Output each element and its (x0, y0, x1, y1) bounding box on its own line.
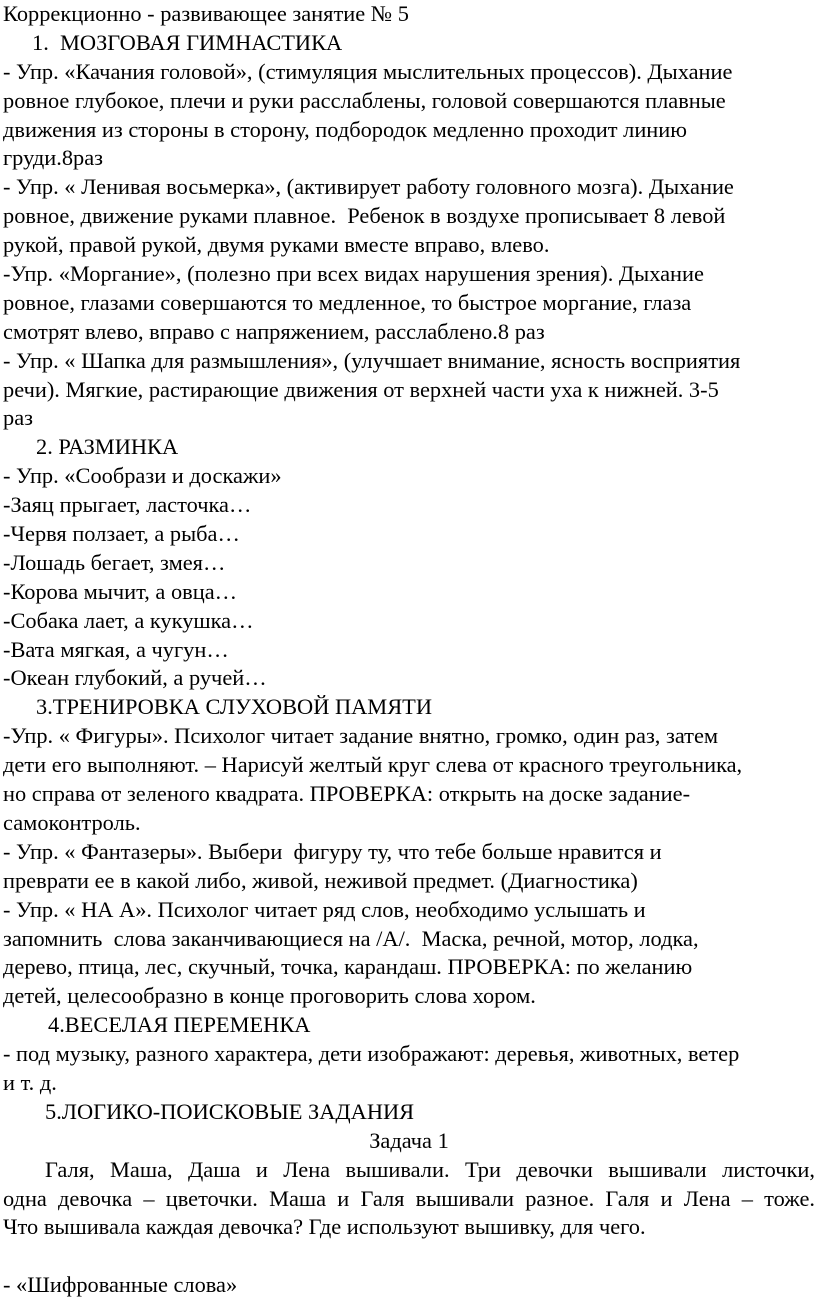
text-line: - Упр. « Фантазеры». Выбери фигуру ту, что тебе больше нравится и (3, 838, 662, 864)
text-line: ровное глубокое, плечи и руки расслаблены, головой совершаются плавные (3, 87, 726, 113)
text-line: - «Шифрованные слова» (3, 1272, 238, 1298)
text-line: преврати ее в какой либо, живой, неживой предмет. (Диагностика) (3, 867, 638, 893)
section-heading-fun-break: 4.ВЕСЕЛАЯ ПЕРЕМЕНКА (48, 1012, 311, 1038)
section-heading-auditory-memory: 3.ТРЕНИРОВКА СЛУХОВОЙ ПАМЯТИ (36, 694, 432, 720)
text-line: речи). Мягкие, растирающие движения от верхней части уха к нижней. 3-5 (3, 376, 719, 402)
text-line: - Упр. « Шапка для размышления», (улучшает внимание, ясность восприятия (3, 347, 741, 373)
text-line: дерево, птица, лес, скучный, точка, карандаш. ПРОВЕРКА: по желанию (3, 954, 693, 980)
text-line: -Собака лает, а кукушка… (3, 607, 254, 633)
text-line: - Упр. «Сообрази и доскажи» (3, 463, 282, 489)
text-line: самоконтроль. (3, 809, 141, 835)
text-line: запомнить слова заканчивающиеся на /А/. Маска, речной, мотор, лодка, (3, 925, 699, 951)
section-heading-warmup: 2. РАЗМИНКА (36, 434, 179, 460)
task-paragraph-line: одна девочка – цветочки. Маша и Галя вышивали разное. Галя и Лена – тоже. (3, 1185, 815, 1211)
text-line: но справа от зеленого квадрата. ПРОВЕРКА: открыть на доске задание- (3, 781, 691, 807)
section-heading-brain-gym: 1. МОЗГОВАЯ ГИМНАСТИКА (32, 29, 343, 55)
text-line: -Вата мягкая, а чугун… (3, 636, 229, 662)
text-line: движения из стороны в сторону, подбородок медленно проходит линию (3, 116, 688, 142)
text-line: ровное, глазами совершаются то медленное, то быстрое моргание, глаза (3, 289, 692, 315)
text-line: детей, целесообразно в конце проговорить слова хором. (3, 983, 536, 1009)
text-line: -Упр. «Моргание», (полезно при всех видах нарушения зрения). Дыхание (3, 261, 704, 287)
text-line: -Упр. « Фигуры». Психолог читает задание внятно, громко, один раз, затем (3, 723, 719, 749)
text-line: - Упр. « Ленивая восьмерка», (активирует работу головного мозга). Дыхание (3, 174, 734, 200)
text-line: и т. д. (3, 1069, 57, 1095)
task-paragraph-line: Галя, Маша, Даша и Лена вышивали. Три девочки вышивали листочки, (45, 1156, 815, 1182)
text-line: груди.8раз (3, 145, 104, 171)
text-line: -Заяц прыгает, ласточка… (3, 492, 252, 518)
section-heading-logic-tasks: 5.ЛОГИКО-ПОИСКОВЫЕ ЗАДАНИЯ (45, 1098, 415, 1124)
text-line: - Упр. « НА А». Психолог читает ряд слов, необходимо услышать и (3, 896, 646, 922)
text-line: ровное, движение руками плавное. Ребенок в воздухе прописывает 8 левой (3, 203, 726, 229)
text-line: рукой, правой рукой, двумя руками вместе вправо, влево. (3, 232, 550, 258)
document-page (3, 0, 815, 1300)
blank-line (3, 1242, 815, 1271)
task-paragraph-line: Что вышивала каждая девочка? Где используют вышивку, для чего. (3, 1214, 646, 1240)
text-line: раз (3, 405, 33, 431)
text-line: - Упр. «Качания головой», (стимуляция мыслительных процессов). Дыхание (3, 58, 733, 84)
text-line: дети его выполняют. – Нарисуй желтый круг слева от красного треугольника, (3, 752, 743, 778)
text-line: -Червя ползает, а рыба… (3, 521, 240, 547)
text-line: смотрят влево, вправо с напряжением, расслаблено.8 раз (3, 318, 545, 344)
text-line: - под музыку, разного характера, дети изображают: деревья, животных, ветер (3, 1041, 740, 1067)
text-line: -Океан глубокий, а ручей… (3, 665, 267, 691)
document-title: Коррекционно - развивающее занятие № 5 (3, 1, 409, 26)
task-title: Задача 1 (369, 1127, 449, 1153)
text-line: -Корова мычит, а овца… (3, 578, 238, 604)
text-line: -Лошадь бегает, змея… (3, 549, 226, 575)
